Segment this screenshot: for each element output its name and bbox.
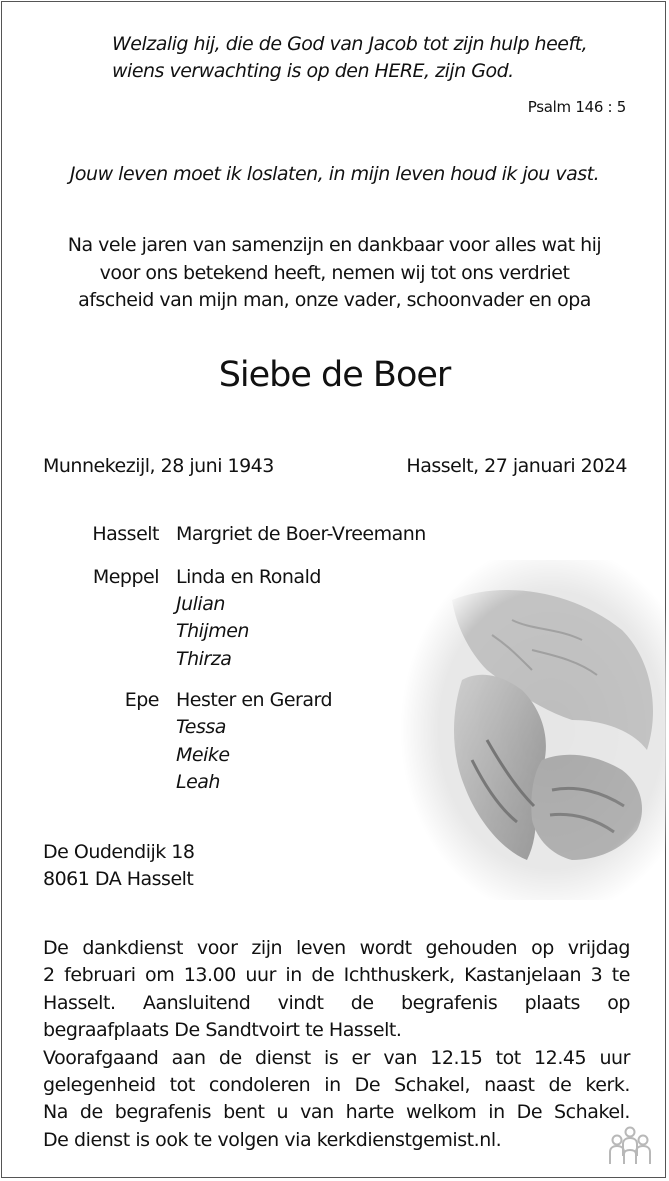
family-member: Hester en Gerard — [176, 689, 333, 711]
grandchild-name: Thijmen — [176, 620, 249, 642]
grandchild-name: Meike — [176, 744, 230, 766]
grandchild-name: Leah — [176, 771, 220, 793]
holding-hands-photo — [392, 560, 666, 900]
intro-text — [0, 232, 669, 315]
family-place: Epe — [124, 689, 159, 711]
service-line: De dienst is ook te volgen via kerkdienstgemist.nl. — [43, 1128, 502, 1151]
service-line: gelegenheid tot condoleren in De Schakel, naast de kerk. — [43, 1073, 630, 1096]
psalm-verse-line-2: wiens verwachting is op den HERE, zijn God. — [112, 60, 514, 82]
address-city: 8061 DA Hasselt — [43, 868, 194, 890]
psalm-verse-line-1: Welzalig hij, die de God van Jacob tot zijn hulp heeft, — [112, 33, 588, 55]
psalm-reference: Psalm 146 : 5 — [527, 98, 626, 116]
motto: Jouw leven moet ik loslaten, in mijn leven houd ik jou vast. — [69, 163, 600, 185]
service-line: Voorafgaand aan de dienst is er van 12.15 tot 12.45 uur — [43, 1046, 630, 1069]
family-place: Hasselt — [92, 523, 159, 545]
service-line: begraafplaats De Sandtvoirt te Hasselt. — [43, 1019, 402, 1042]
grandchild-name: Tessa — [176, 716, 226, 738]
service-line: 2 februari om 13.00 uur in de Ichthuskerk, Kastanjelaan 3 te — [43, 964, 630, 987]
service-line: De dankdienst voor zijn leven wordt gehouden op vrijdag — [43, 937, 630, 959]
family-member: Linda en Ronald — [176, 566, 321, 588]
grandchild-name: Thirza — [176, 648, 232, 670]
people-group-logo — [604, 1126, 656, 1166]
intro-line: Na vele jaren van samenzijn en dankbaar voor alles wat hij — [67, 234, 602, 256]
address-street: De Oudendijk 18 — [43, 841, 195, 863]
family-member: Margriet de Boer-Vreemann — [176, 523, 426, 545]
service-line: Na de begrafenis bent u van harte welkom in De Schakel. — [43, 1101, 630, 1124]
deceased-name: Siebe de Boer — [218, 355, 451, 395]
service-details — [43, 935, 630, 1154]
birth-place-date: Munnekezijl, 28 juni 1943 — [43, 455, 274, 477]
service-line: Hasselt. Aansluitend vindt de begrafenis plaats op — [43, 991, 630, 1014]
family-place: Meppel — [92, 566, 159, 588]
death-place-date: Hasselt, 27 januari 2024 — [406, 455, 627, 477]
grandchild-name: Julian — [176, 593, 225, 615]
intro-line: voor ons betekend heeft, nemen wij tot ons verdriet — [99, 261, 570, 284]
intro-line: afscheid van mijn man, onze vader, schoonvader en opa — [78, 289, 591, 311]
